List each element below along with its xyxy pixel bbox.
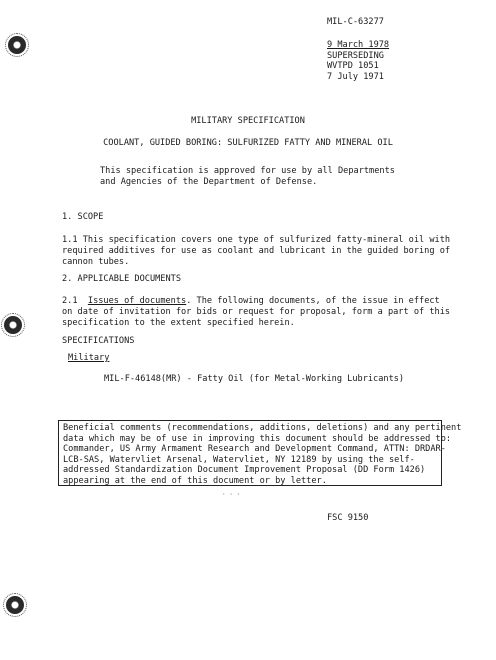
- comments-notice-box: [58, 420, 462, 486]
- punch-hole-icon: [6, 596, 24, 614]
- document-number: MIL-C-63277: [327, 17, 384, 27]
- issue-date: 9 March 1978: [327, 40, 390, 50]
- notice-line: addressed Standardization Document Improvement Proposal (DD Form 1426): [63, 465, 426, 476]
- approval-line: and Agencies of the Department of Defense.: [100, 177, 318, 187]
- scan-artifact: · · ·: [222, 491, 241, 498]
- military-subheading: Military: [68, 353, 110, 363]
- notice-line: LCB-SAS, Watervliet Arsenal, Watervliet, NY 12189 by using the self-: [63, 454, 415, 465]
- date-block: [327, 40, 389, 82]
- punch-hole-icon: [8, 36, 26, 54]
- scope-paragraph: [62, 235, 450, 267]
- notice-line: Beneficial comments (recommendations, additions, deletions) and any pertinent: [63, 423, 462, 433]
- paragraph-line: cannon tubes.: [62, 256, 130, 267]
- issues-of-documents-label: Issues of documents: [87, 296, 187, 306]
- scope-heading: 1. SCOPE: [62, 212, 104, 222]
- spec-title: MILITARY SPECIFICATION: [191, 116, 305, 126]
- paragraph-line: specification to the extent specified herein.: [62, 317, 295, 328]
- notice-line: appearing at the end of this document or by letter.: [63, 475, 327, 486]
- specifications-heading: SPECIFICATIONS: [62, 336, 135, 346]
- approval-line: This specification is approved for use by all Departments: [100, 166, 395, 176]
- paragraph-text: . The following documents, of the issue in effect: [186, 296, 440, 306]
- fsc-code: FSC 9150: [327, 513, 369, 523]
- paragraph-line: 1.1 This specification covers one type of sulfurized fatty-mineral oil with: [62, 235, 451, 245]
- applicable-documents-heading: 2. APPLICABLE DOCUMENTS: [62, 274, 181, 284]
- paragraph-number: 2.1: [62, 296, 78, 306]
- superseding-label: SUPERSEDING: [327, 50, 384, 61]
- notice-line: data which may be of use in improving this document should be addressed to:: [63, 433, 452, 444]
- paragraph-line: required additives for use as coolant and lubricant in the guided boring of: [62, 245, 451, 256]
- approval-statement: [100, 166, 395, 188]
- paragraph-line: on date of invitation for bids or request for proposal, form a part of this: [62, 306, 451, 317]
- superseded-document: WVTPD 1051: [327, 61, 379, 72]
- spec-subject: COOLANT, GUIDED BORING: SULFURIZED FATTY AND MINERAL OIL: [103, 138, 393, 148]
- notice-line: Commander, US Army Armament Research and Development Command, ATTN: DRDAR-: [63, 444, 446, 455]
- documents-paragraph: [62, 296, 450, 328]
- superseded-date: 7 July 1971: [327, 71, 384, 82]
- punch-hole-icon: [4, 316, 22, 334]
- referenced-specification: MIL-F-46148(MR) - Fatty Oil (for Metal-Working Lubricants): [104, 374, 405, 384]
- paragraph-line: [62, 296, 450, 307]
